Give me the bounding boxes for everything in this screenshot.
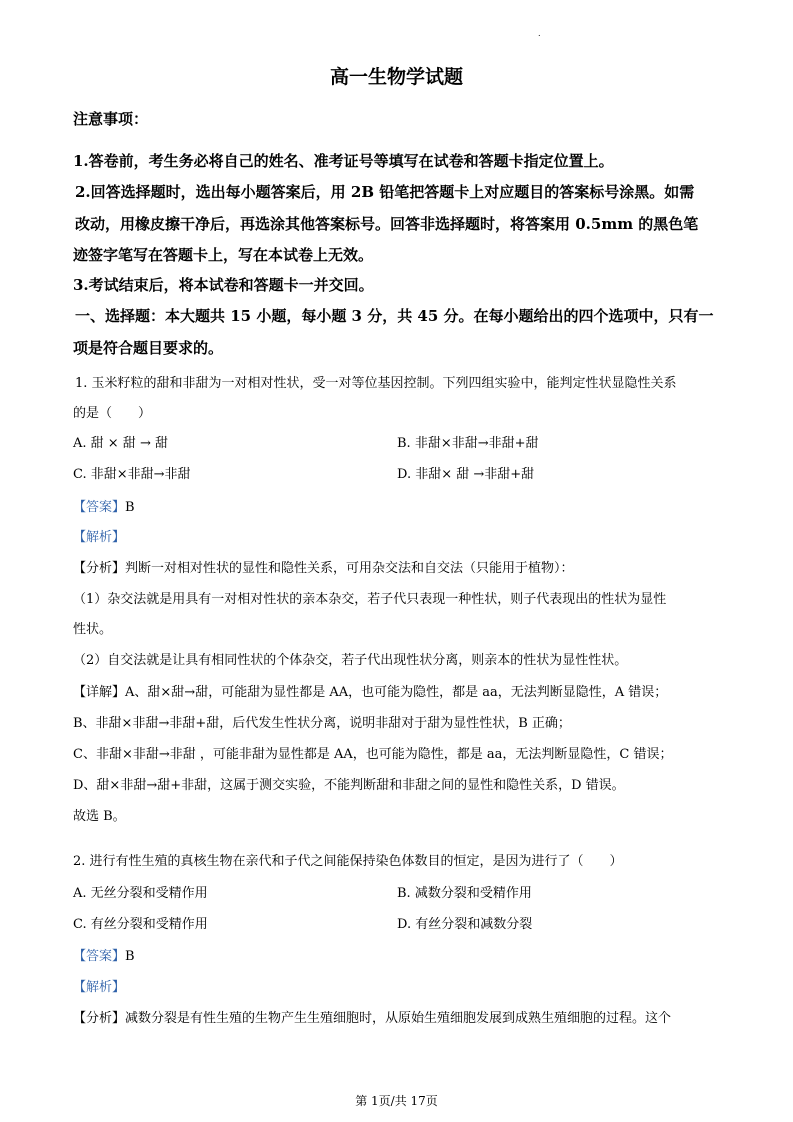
q1-fenxi-tag: 【分析】	[73, 561, 126, 576]
q1-option-b: B. 非甜×非甜→非甜+甜	[397, 436, 539, 451]
page-footer: 第 1页/共 17页	[355, 1094, 438, 1108]
q2-fenxi-tag: 【分析】	[73, 1011, 126, 1026]
q1-fenxi-text: 判断一对相对性状的显性和隐性关系，可用杂交法和自交法（只能用于植物）：	[125, 561, 574, 576]
q1-xiangjie-c: C、非甜×非甜→非甜 ，可能非甜为显性都是 AA，也可能为隐性，都是 aa，无法判断显隐性，C 错误；	[73, 747, 673, 762]
q2-analysis-tag: 【解析】	[73, 980, 126, 995]
q1-xiangjie-tag: 【详解】	[73, 685, 126, 700]
q1-xiangjie-a-text: A、甜×甜→甜，可能甜为显性都是 AA，也可能为隐性，都是 aa，无法判断显隐性，A 错误；	[125, 685, 668, 700]
q1-stem-line-2: 的是（ ）	[73, 406, 152, 421]
q1-paragraph-1-line-2: 性状。	[73, 622, 113, 637]
q2-fenxi	[73, 1007, 671, 1026]
q1-analysis-tag: 【解析】	[73, 530, 126, 545]
section-heading-line-2: 项是符合题目要求的。	[73, 339, 224, 357]
q1-option-a: A. 甜 × 甜 → 甜	[73, 436, 168, 451]
notice-item-2-line-2: 改动，用橡皮擦干净后，再选涂其他答案标号。回答非选择题时，将答案用 0.5mm 的黑色笔	[75, 215, 699, 233]
q1-answer-value: B	[125, 500, 135, 515]
q2-option-d: D. 有丝分裂和减数分裂	[397, 917, 533, 932]
section-heading-line-1: 一、选择题：本大题共 15 小题，每小题 3 分，共 45 分。在每小题给出的四个选项中，只有一	[75, 307, 714, 325]
q1-fenxi	[73, 557, 574, 576]
q1-xiangjie-a	[73, 681, 667, 700]
q1-answer	[73, 496, 135, 515]
q1-answer-tag: 【答案】	[73, 500, 126, 515]
q2-fenxi-text: 减数分裂是有性生殖的生物产生生殖细胞时，从原始生殖细胞发展到成熟生殖细胞的过程。这个	[125, 1011, 672, 1026]
notice-item-2-line-3: 迹签字笔写在答题卡上，写在本试卷上无效。	[73, 246, 374, 264]
notice-item-2-line-1: 2.回答选择题时，选出每小题答案后，用 2B 铅笔把答题卡上对应题目的答案标号涂黑。如需	[75, 183, 695, 201]
notice-item-1: 1.答卷前，考生务必将自己的姓名、准考证号等填写在试卷和答题卡指定位置上。	[73, 152, 614, 170]
q1-xiangjie-d: D、甜×非甜→甜+非甜，这属于测交实验，不能判断甜和非甜之间的显性和隐性关系，D 错误。	[73, 778, 625, 793]
q2-stem: 2. 进行有性生殖的真核生物在亲代和子代之间能保持染色体数目的恒定，是因为进行了（ ）	[73, 854, 623, 869]
notice-heading: 注意事项：	[73, 110, 149, 128]
q1-option-d: D. 非甜× 甜 →非甜+甜	[397, 467, 535, 482]
notice-item-3: 3.考试结束后，将本试卷和答题卡一并交回。	[73, 276, 374, 294]
q2-answer	[73, 945, 135, 964]
q1-paragraph-1-line-1: （1）杂交法就是用具有一对相对性状的亲本杂交，若子代只表现一种性状，则子代表现出的性状为显性	[73, 592, 667, 607]
q2-option-a: A. 无丝分裂和受精作用	[73, 886, 208, 901]
q2-option-b: B. 减数分裂和受精作用	[397, 886, 532, 901]
page-title: 高一生物学试题	[329, 66, 463, 88]
header-dot: .	[538, 29, 541, 38]
q1-paragraph-2: （2）自交法就是让具有相同性状的个体杂交，若子代出现性状分离，则亲本的性状为显性性状。	[73, 653, 628, 668]
q2-option-c: C. 有丝分裂和受精作用	[73, 917, 208, 932]
q1-option-c: C. 非甜×非甜→非甜	[73, 467, 191, 482]
q2-answer-value: B	[125, 949, 135, 964]
q1-stem-line-1: 1. 玉米籽粒的甜和非甜为一对相对性状，受一对等位基因控制。下列四组实验中，能判定性状显隐性关系	[75, 376, 677, 391]
q1-xiangjie-b: B、非甜×非甜→非甜+甜，后代发生性状分离，说明非甜对于甜为显性性状，B 正确；	[73, 716, 571, 731]
q2-answer-tag: 【答案】	[73, 949, 126, 964]
q1-conclusion: 故选 B。	[73, 809, 126, 824]
